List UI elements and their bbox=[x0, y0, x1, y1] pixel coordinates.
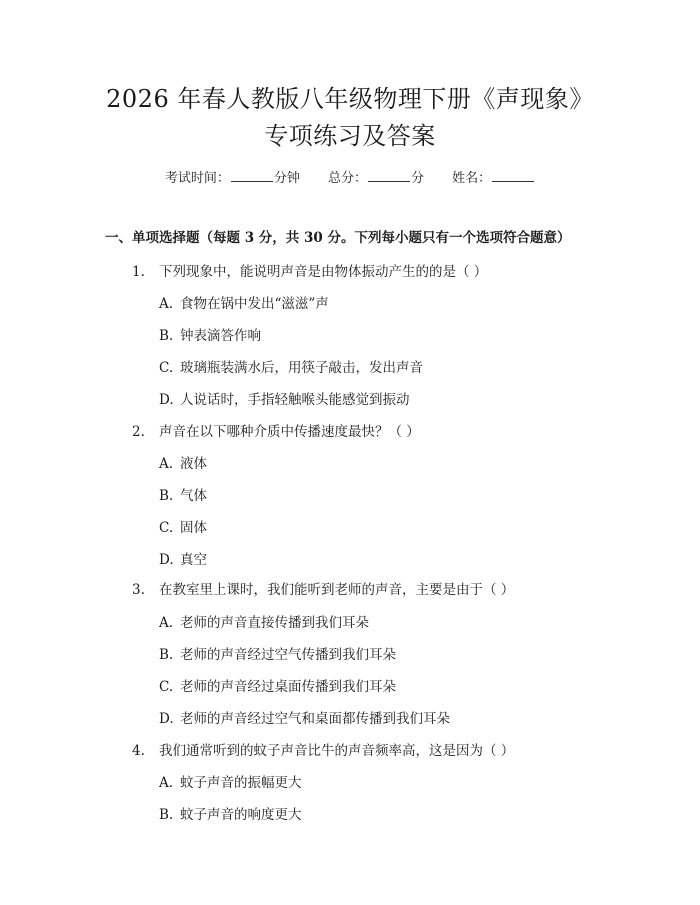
exam-time-blank bbox=[231, 169, 273, 182]
option-text: 蚊子声音的响度更大 bbox=[180, 807, 302, 823]
option-letter: D. bbox=[159, 711, 174, 727]
option-letter: A. bbox=[159, 615, 174, 631]
exam-time-field bbox=[165, 169, 300, 188]
total-score-label: 总分： bbox=[327, 171, 367, 186]
option-text: 固体 bbox=[180, 520, 207, 536]
option-letter: B. bbox=[159, 807, 174, 823]
option-letter: A. bbox=[159, 775, 174, 791]
option-text: 钟表滴答作响 bbox=[180, 328, 261, 344]
question-text: 声音在以下哪种介质中传播速度最快？（ ） bbox=[159, 424, 420, 440]
exam-info-row bbox=[0, 169, 700, 188]
total-score-field bbox=[328, 169, 424, 188]
option-letter: A. bbox=[159, 456, 174, 472]
question-number: 1. bbox=[132, 264, 145, 280]
option-text: 真空 bbox=[180, 552, 207, 568]
option-text: 老师的声音经过空气和桌面都传播到我们耳朵 bbox=[180, 711, 450, 727]
document-title-line-1: 2026 年春人教版八年级物理下册《声现象》 bbox=[106, 85, 594, 113]
question-number: 4. bbox=[132, 743, 145, 759]
option-text: 老师的声音经过桌面传播到我们耳朵 bbox=[180, 679, 396, 695]
student-name-field bbox=[452, 169, 535, 188]
option-text: 食物在锅中发出“滋滋”声 bbox=[180, 296, 329, 312]
student-name-label: 姓名： bbox=[452, 171, 492, 186]
option-text: 液体 bbox=[180, 456, 207, 472]
option-text: 老师的声音经过空气传播到我们耳朵 bbox=[180, 647, 396, 663]
option-letter: C. bbox=[159, 520, 174, 536]
option-text: 玻璃瓶装满水后，用筷子敲击，发出声音 bbox=[180, 360, 423, 376]
section-heading-single-choice: 一、单项选择题（每题 3 分，共 30 分。下列每小题只有一个选项符合题意） bbox=[105, 230, 571, 246]
option-letter: D. bbox=[159, 552, 174, 568]
option-letter: C. bbox=[159, 679, 174, 695]
option-letter: B. bbox=[159, 328, 174, 344]
option-letter: B. bbox=[159, 488, 174, 504]
option-letter: D. bbox=[159, 392, 174, 408]
option-text: 蚊子声音的振幅更大 bbox=[180, 775, 302, 791]
option-text: 人说话时，手指轻触喉头能感觉到振动 bbox=[180, 392, 410, 408]
document-title-line-2: 专项练习及答案 bbox=[264, 122, 436, 150]
question-number: 2. bbox=[132, 424, 145, 440]
total-score-unit: 分 bbox=[411, 171, 425, 186]
exam-time-unit: 分钟 bbox=[273, 171, 300, 186]
option-text: 老师的声音直接传播到我们耳朵 bbox=[180, 615, 369, 631]
question-text: 在教室里上课时，我们能听到老师的声音，主要是由于（ ） bbox=[159, 582, 515, 598]
student-name-blank bbox=[492, 169, 534, 182]
question-text: 下列现象中，能说明声音是由物体振动产生的的是（ ） bbox=[159, 264, 488, 280]
total-score-blank bbox=[368, 169, 410, 182]
option-letter: B. bbox=[159, 647, 174, 663]
exam-time-label: 考试时间： bbox=[164, 171, 230, 186]
question-text: 我们通常听到的蚊子声音比牛的声音频率高，这是因为（ ） bbox=[159, 743, 515, 759]
option-text: 气体 bbox=[180, 488, 207, 504]
question-number: 3. bbox=[132, 582, 145, 598]
option-letter: C. bbox=[159, 360, 174, 376]
option-letter: A. bbox=[159, 296, 174, 312]
